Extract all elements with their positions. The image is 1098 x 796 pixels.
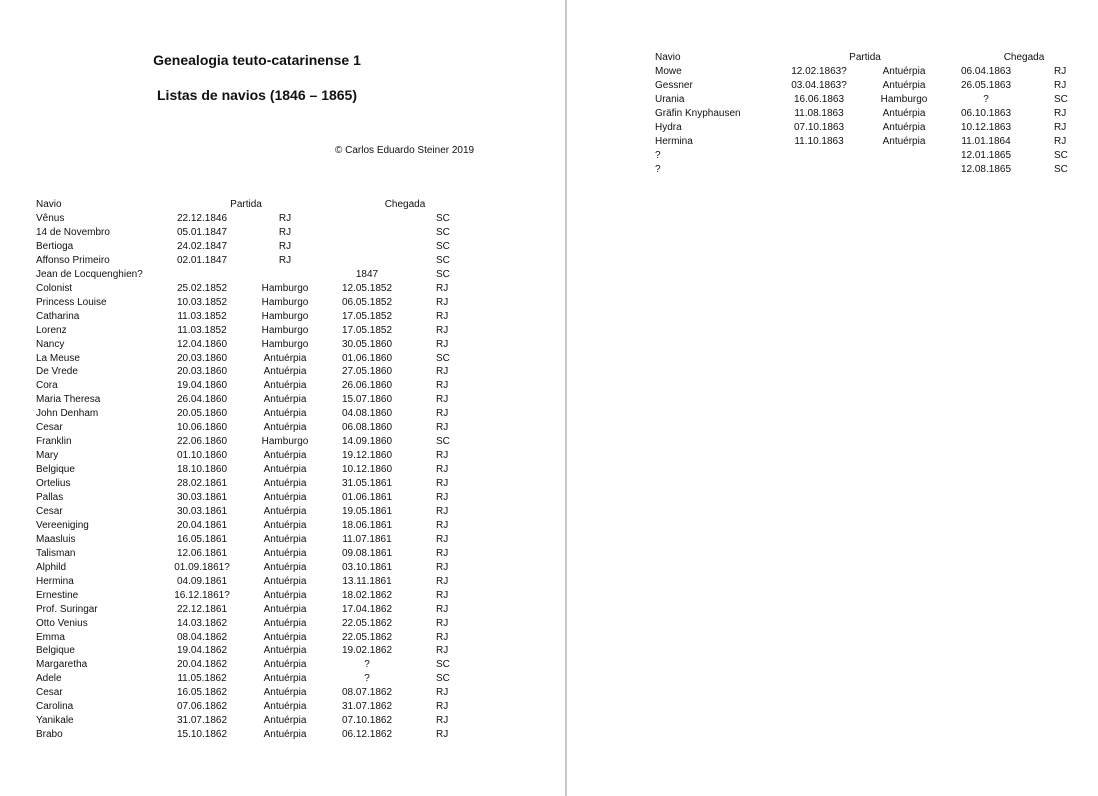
arrival-date-cell: ? [983, 94, 989, 105]
departure-port-cell: Antuérpia [882, 108, 926, 119]
ship-name-cell: Franklin [36, 436, 72, 448]
ship-name-cell: Vênus [36, 213, 65, 224]
departure-date-cell: 20.05.1860 [176, 408, 228, 420]
arrival-state-cell: RJ [436, 380, 449, 392]
departure-port-cell: Antuérpia [263, 519, 307, 531]
ship-name-cell: 14 de Novembro [36, 226, 110, 238]
ship-name-cell: Colonist [36, 282, 73, 294]
ship-name-cell: Prof. Suringar [36, 603, 98, 615]
departure-date-cell: 20.04.1861 [176, 519, 228, 531]
ship-name-cell: Nancy [36, 338, 65, 350]
ship-name-cell: Cesar [36, 505, 63, 517]
ship-name-cell: Brabo [36, 729, 63, 741]
ship-name-cell: Carolina [36, 701, 74, 713]
departure-port-cell: Hamburgo [261, 324, 309, 336]
arrival-date-cell: ? [364, 659, 370, 671]
arrival-state-cell: RJ [1054, 66, 1067, 77]
header-navio: Navio [36, 199, 62, 210]
arrival-state-cell: SC [436, 226, 450, 238]
arrival-date-cell: 12.01.1865 [960, 150, 1012, 161]
departure-port-cell: Hamburgo [880, 94, 928, 105]
arrival-date-cell: 01.06.1861 [341, 492, 393, 503]
departure-date-cell: 07.06.1862 [176, 701, 228, 713]
departure-date-cell: 20.04.1862 [176, 659, 228, 671]
arrival-state-cell: SC [436, 254, 450, 266]
departure-port-cell: Antuérpia [263, 617, 307, 629]
arrival-date-cell: 26.06.1860 [341, 380, 393, 392]
arrival-state-cell: RJ [436, 533, 449, 545]
departure-date-cell: 31.07.1862 [176, 715, 228, 727]
departure-date-cell: 11.08.1863 [794, 108, 844, 119]
arrival-state-cell: SC [436, 213, 450, 224]
arrival-state-cell: RJ [1054, 122, 1067, 133]
arrival-state-cell: RJ [1054, 80, 1067, 91]
departure-port-cell: Antuérpia [263, 352, 307, 364]
departure-port-cell: Hamburgo [261, 338, 309, 350]
ship-name-cell: John Denham [36, 408, 99, 420]
document-subtitle: Listas de navios (1846 – 1865) [157, 87, 357, 103]
departure-date-cell: 11.03.1852 [177, 324, 227, 336]
departure-date-cell: 22.12.1861 [176, 603, 228, 615]
ship-name-cell: Mowe [655, 66, 682, 77]
arrival-date-cell: 19.02.1862 [341, 645, 393, 657]
right-page [567, 0, 1098, 796]
departure-date-cell: 10.06.1860 [176, 422, 228, 434]
arrival-state-cell: RJ [436, 631, 449, 643]
ship-name-cell: Catharina [36, 310, 80, 322]
departure-port-cell: Antuérpia [263, 547, 307, 559]
arrival-state-cell: SC [1054, 164, 1068, 175]
departure-date-cell: 12.06.1861 [176, 547, 228, 559]
departure-date-cell: 20.03.1860 [176, 352, 228, 364]
ship-name-cell: Affonso Primeiro [36, 254, 110, 266]
departure-date-cell: 04.09.1861 [176, 575, 228, 587]
departure-date-cell: 22.06.1860 [176, 436, 228, 448]
departure-date-cell: 12.02.1863? [791, 66, 847, 77]
arrival-date-cell: 18.06.1861 [341, 519, 393, 531]
departure-port-cell: Antuérpia [263, 561, 307, 573]
arrival-date-cell: 07.10.1862 [341, 715, 393, 727]
header-partida: Partida [230, 199, 262, 210]
arrival-state-cell: RJ [436, 589, 449, 601]
arrival-state-cell: RJ [436, 729, 449, 741]
arrival-date-cell: 27.05.1860 [341, 366, 393, 378]
departure-port-cell: Antuérpia [882, 80, 926, 91]
departure-date-cell: 05.01.1847 [176, 226, 228, 238]
arrival-state-cell: SC [436, 673, 450, 685]
ship-name-cell: Pallas [36, 492, 64, 503]
arrival-state-cell: RJ [436, 338, 449, 350]
arrival-date-cell: 31.07.1862 [341, 701, 393, 713]
arrival-state-cell: SC [436, 352, 450, 364]
ship-name-cell: Otto Venius [36, 617, 88, 629]
departure-date-cell: 25.02.1852 [176, 282, 228, 294]
departure-port-cell: Antuérpia [263, 673, 307, 685]
departure-port-cell: Antuérpia [882, 122, 926, 133]
departure-port-cell: Hamburgo [261, 436, 309, 448]
departure-port-cell: Antuérpia [263, 659, 307, 671]
departure-port-cell: Antuérpia [882, 136, 926, 147]
arrival-date-cell: 13.11.1861 [342, 575, 392, 587]
header-chegada: Chegada [1003, 52, 1045, 63]
arrival-date-cell: 19.05.1861 [341, 505, 393, 517]
arrival-state-cell: SC [1054, 150, 1068, 161]
arrival-state-cell: RJ [436, 450, 449, 462]
ship-name-cell: Hermina [36, 575, 74, 587]
departure-port-cell: Antuérpia [263, 492, 307, 503]
departure-date-cell: 08.04.1862 [176, 631, 228, 643]
departure-date-cell: 16.05.1861 [176, 533, 228, 545]
departure-port-cell: Antuérpia [263, 366, 307, 378]
ship-name-cell: Cesar [36, 422, 63, 434]
arrival-state-cell: RJ [436, 687, 449, 699]
arrival-date-cell: 10.12.1860 [341, 464, 393, 476]
arrival-state-cell: RJ [1054, 136, 1067, 147]
arrival-state-cell: RJ [436, 492, 449, 503]
departure-date-cell: 12.04.1860 [176, 338, 228, 350]
departure-date-cell: 02.01.1847 [176, 254, 228, 266]
arrival-state-cell: RJ [436, 394, 449, 406]
departure-date-cell: 14.03.1862 [176, 617, 228, 629]
arrival-state-cell: RJ [436, 282, 449, 294]
departure-date-cell: 18.10.1860 [176, 464, 228, 476]
arrival-state-cell: SC [436, 659, 450, 671]
arrival-state-cell: RJ [436, 701, 449, 713]
arrival-date-cell: 17.04.1862 [341, 603, 393, 615]
arrival-date-cell: 22.05.1862 [341, 631, 393, 643]
arrival-date-cell: 06.08.1860 [341, 422, 393, 434]
ship-name-cell: Yanikale [36, 715, 74, 727]
arrival-date-cell: 12.05.1852 [341, 282, 393, 294]
ship-name-cell: Emma [36, 631, 65, 643]
header-partida: Partida [849, 52, 881, 63]
ship-name-cell: Ortelius [36, 478, 71, 490]
arrival-state-cell: RJ [1054, 108, 1067, 119]
arrival-date-cell: ? [364, 673, 370, 685]
departure-port-cell: Antuérpia [263, 701, 307, 713]
ship-name-cell: Maasluis [36, 533, 76, 545]
departure-date-cell: 30.03.1861 [176, 492, 228, 503]
departure-date-cell: 01.09.1861? [174, 561, 230, 573]
arrival-state-cell: RJ [436, 645, 449, 657]
arrival-state-cell: RJ [436, 715, 449, 727]
arrival-date-cell: 18.02.1862 [341, 589, 393, 601]
arrival-date-cell: 26.05.1863 [960, 80, 1012, 91]
arrival-date-cell: 04.08.1860 [341, 408, 393, 420]
header-navio: Navio [655, 52, 681, 63]
ship-name-cell: Lorenz [36, 324, 67, 336]
ship-name-cell: La Meuse [36, 352, 80, 364]
departure-port-cell: Antuérpia [263, 715, 307, 727]
arrival-date-cell: 06.04.1863 [960, 66, 1012, 77]
departure-port-cell: RJ [278, 226, 292, 238]
arrival-state-cell: RJ [436, 505, 449, 517]
ship-name-cell: Gräfin Knyphausen [655, 108, 741, 119]
copyright-notice: © Carlos Eduardo Steiner 2019 [335, 145, 475, 156]
arrival-date-cell: 19.12.1860 [341, 450, 393, 462]
departure-date-cell: 03.04.1863? [791, 80, 847, 91]
arrival-date-cell: 17.05.1852 [341, 310, 393, 322]
ship-name-cell: Hydra [655, 122, 682, 133]
arrival-state-cell: RJ [436, 408, 449, 420]
departure-port-cell: RJ [278, 213, 292, 224]
departure-date-cell: 11.03.1852 [177, 310, 227, 322]
departure-date-cell: 11.10.1863 [794, 136, 844, 147]
arrival-date-cell: 17.05.1852 [341, 324, 393, 336]
arrival-date-cell: 14.09.1860 [341, 436, 393, 448]
departure-port-cell: Hamburgo [261, 282, 309, 294]
arrival-date-cell: 31.05.1861 [341, 478, 393, 490]
departure-date-cell: 11.05.1862 [177, 673, 227, 685]
arrival-state-cell: RJ [436, 296, 449, 308]
ship-name-cell: Mary [36, 450, 59, 462]
departure-port-cell: Antuérpia [263, 394, 307, 406]
ship-name-cell: Margaretha [36, 659, 88, 671]
ship-name-cell: Belgique [36, 464, 75, 476]
ship-name-cell: Gessner [655, 80, 693, 91]
departure-port-cell: Antuérpia [263, 464, 307, 476]
departure-date-cell: 10.03.1852 [176, 296, 228, 308]
arrival-date-cell: 01.06.1860 [341, 352, 393, 364]
arrival-date-cell: 22.05.1862 [341, 617, 393, 629]
ship-name-cell: Urania [655, 94, 685, 105]
departure-date-cell: 22.12.1846 [176, 213, 228, 224]
departure-date-cell: 15.10.1862 [176, 729, 228, 741]
arrival-state-cell: RJ [436, 478, 449, 490]
departure-date-cell: 16.05.1862 [176, 687, 228, 699]
departure-port-cell: Antuérpia [263, 478, 307, 490]
ship-name-cell: ? [655, 164, 661, 175]
arrival-state-cell: RJ [436, 366, 449, 378]
ship-name-cell: Bertioga [36, 240, 74, 252]
departure-port-cell: Antuérpia [263, 450, 307, 462]
arrival-date-cell: 08.07.1862 [341, 687, 393, 699]
departure-port-cell: Antuérpia [882, 66, 926, 77]
departure-date-cell: 16.06.1863 [793, 94, 845, 105]
ship-name-cell: Maria Theresa [36, 394, 101, 406]
departure-port-cell: Antuérpia [263, 533, 307, 545]
arrival-state-cell: RJ [436, 617, 449, 629]
document-title: Genealogia teuto-catarinense 1 [153, 52, 361, 68]
arrival-state-cell: SC [1054, 94, 1068, 105]
ship-name-cell: Princess Louise [36, 296, 107, 308]
departure-port-cell: Antuérpia [263, 505, 307, 517]
departure-port-cell: Antuérpia [263, 729, 307, 741]
departure-port-cell: Antuérpia [263, 575, 307, 587]
ship-name-cell: Cesar [36, 687, 63, 699]
arrival-state-cell: SC [436, 240, 450, 252]
arrival-date-cell: 11.07.1861 [342, 533, 392, 545]
ship-name-cell: Ernestine [36, 589, 79, 601]
ship-name-cell: ? [655, 150, 661, 161]
arrival-date-cell: 12.08.1865 [960, 164, 1012, 175]
arrival-state-cell: RJ [436, 603, 449, 615]
ship-name-cell: Vereeniging [36, 519, 89, 531]
ship-name-cell: Alphild [36, 561, 67, 573]
departure-port-cell: Antuérpia [263, 645, 307, 657]
departure-date-cell: 28.02.1861 [176, 478, 228, 490]
arrival-state-cell: RJ [436, 422, 449, 434]
ship-name-cell: Jean de Locquenghien? [36, 268, 143, 280]
departure-port-cell: Antuérpia [263, 631, 307, 643]
arrival-date-cell: 06.05.1852 [341, 296, 393, 308]
arrival-date-cell: 03.10.1861 [341, 561, 393, 573]
arrival-date-cell: 06.10.1863 [960, 108, 1012, 119]
ship-name-cell: Adele [36, 673, 62, 685]
departure-port-cell: Hamburgo [261, 296, 309, 308]
departure-port-cell: Hamburgo [261, 310, 309, 322]
departure-port-cell: Antuérpia [263, 589, 307, 601]
departure-date-cell: 07.10.1863 [793, 122, 845, 133]
departure-date-cell: 19.04.1862 [176, 645, 228, 657]
departure-port-cell: Antuérpia [263, 408, 307, 420]
ship-name-cell: De Vrede [36, 366, 78, 378]
arrival-state-cell: RJ [436, 561, 449, 573]
arrival-date-cell: 1847 [355, 268, 379, 280]
departure-date-cell: 30.03.1861 [176, 505, 228, 517]
arrival-state-cell: SC [436, 436, 450, 448]
arrival-state-cell: RJ [436, 324, 449, 336]
departure-date-cell: 19.04.1860 [176, 380, 228, 392]
arrival-date-cell: 10.12.1863 [960, 122, 1012, 133]
departure-date-cell: 20.03.1860 [176, 366, 228, 378]
ship-name-cell: Cora [36, 380, 58, 392]
arrival-date-cell: 15.07.1860 [341, 394, 393, 406]
arrival-state-cell: RJ [436, 310, 449, 322]
arrival-date-cell: 09.08.1861 [341, 547, 393, 559]
departure-port-cell: Antuérpia [263, 603, 307, 615]
departure-date-cell: 24.02.1847 [176, 240, 228, 252]
departure-port-cell: RJ [278, 254, 292, 266]
departure-port-cell: Antuérpia [263, 422, 307, 434]
departure-port-cell: Antuérpia [263, 380, 307, 392]
ship-name-cell: Belgique [36, 645, 75, 657]
arrival-state-cell: RJ [436, 575, 449, 587]
arrival-state-cell: RJ [436, 547, 449, 559]
arrival-date-cell: 06.12.1862 [341, 729, 393, 741]
arrival-state-cell: SC [436, 268, 450, 280]
departure-date-cell: 26.04.1860 [176, 394, 228, 406]
arrival-state-cell: RJ [436, 464, 449, 476]
arrival-date-cell: 11.01.1864 [961, 136, 1011, 147]
departure-port-cell: Antuérpia [263, 687, 307, 699]
ship-name-cell: Talisman [36, 547, 76, 559]
arrival-date-cell: 30.05.1860 [341, 338, 393, 350]
arrival-state-cell: RJ [436, 519, 449, 531]
ship-name-cell: Hermina [655, 136, 693, 147]
header-chegada: Chegada [384, 199, 426, 210]
departure-date-cell: 16.12.1861? [174, 589, 230, 601]
departure-port-cell: RJ [278, 240, 292, 252]
departure-date-cell: 01.10.1860 [176, 450, 228, 462]
